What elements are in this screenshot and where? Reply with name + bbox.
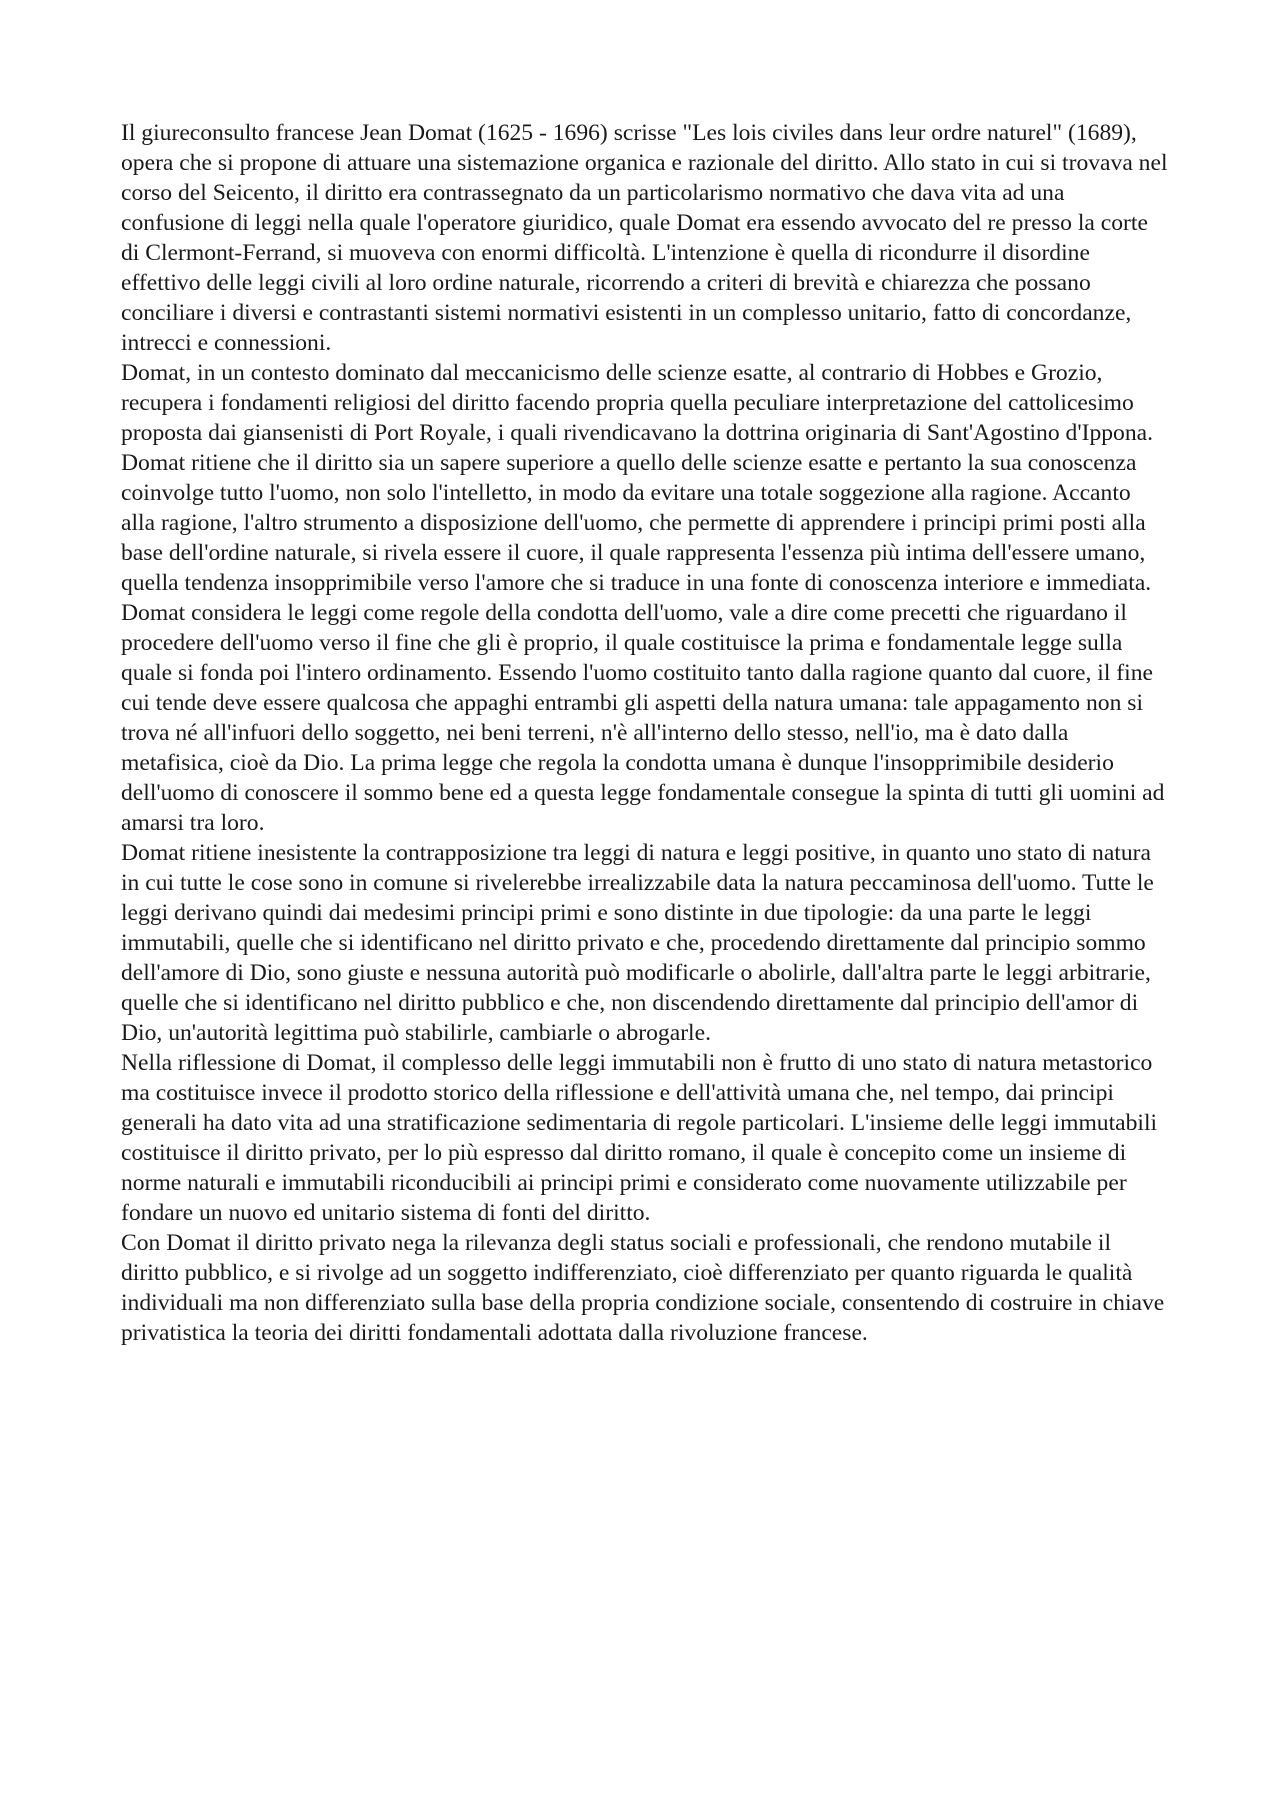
paragraph-3: Domat considera le leggi come regole della condotta dell'uomo, vale a dire come precetti che riguardano il procedere dell'uomo verso il fine che gli è proprio, il quale costituisce la prima e fondamentale legge sulla quale si fonda poi l'intero ordinamento. Essendo l'uomo costituito tanto dalla ragione quanto dal cuore, il fine cui tende deve essere qualcosa che appaghi entrambi gli aspetti della natura umana: tale appagamento non si trova né all'infuori dello soggetto, nei beni terreni, n'è all'interno dello stesso, nell'io, ma è dato dalla metafisica, cioè da Dio. La prima legge che regola la condotta umana è dunque l'insopprimibile desiderio dell'uomo di conoscere il sommo bene ed a questa legge fondamentale consegue la spinta di tutti gli uomini ad amarsi tra loro. xyxy=(121,600,1165,836)
paragraph-2: Domat, in un contesto dominato dal meccanicismo delle scienze esatte, al contrario di Hobbes e Grozio, recupera i fondamenti religiosi del diritto facendo propria quella peculiare interpretazione del cattolicesimo proposta dai giansenisti di Port Royale, i quali rivendicavano la dottrina originaria di Sant'Agostino d'Ippona. Domat ritiene che il diritto sia un sapere superiore a quello delle scienze esatte e pertanto la sua conoscenza coinvolge tutto l'uomo, non solo l'intelletto, in modo da evitare una totale soggezione alla ragione. Accanto alla ragione, l'altro strumento a disposizione dell'uomo, che permette di apprendere i principi primi posti alla base dell'ordine naturale, si rivela essere il cuore, il quale rappresenta l'essenza più intima dell'essere umano, quella tendenza insopprimibile verso l'amore che si traduce in una fonte di conoscenza interiore e immediata. xyxy=(121,360,1154,596)
document-body xyxy=(121,118,1169,1348)
paragraph-1: Il giureconsulto francese Jean Domat (1625 - 1696) scrisse "Les lois civiles dans leur ordre naturel" (1689), opera che si propone di attuare una sistemazione organica e razionale del diritto. Allo stato in cui si trovava nel corso del Seicento, il diritto era contrassegnato da un particolarismo normativo che dava vita ad una confusione di leggi nella quale l'operatore giuridico, quale Domat era essendo avvocato del re presso la corte di Clermont-Ferrand, si muoveva con enormi difficoltà. L'intenzione è quella di ricondurre il disordine effettivo delle leggi civili al loro ordine naturale, ricorrendo a criteri di brevità e chiarezza che possano conciliare i diversi e contrastanti sistemi normativi esistenti in un complesso unitario, fatto di concordanze, intrecci e connessioni. xyxy=(121,120,1168,356)
paragraph-6: Con Domat il diritto privato nega la rilevanza degli status sociali e professionali, che rendono mutabile il diritto pubblico, e si rivolge ad un soggetto indifferenziato, cioè differenziato per quanto riguarda le qualità individuali ma non differenziato sulla base della propria condizione sociale, consentendo di costruire in chiave privatistica la teoria dei diritti fondamentali adottata dalla rivoluzione francese. xyxy=(121,1230,1165,1346)
paragraph-5: Nella riflessione di Domat, il complesso delle leggi immutabili non è frutto di uno stato di natura metastorico ma costituisce invece il prodotto storico della riflessione e dell'attività umana che, nel tempo, dai principi generali ha dato vita ad una stratificazione sedimentaria di regole particolari. L'insieme delle leggi immutabili costituisce il diritto privato, per lo più espresso dal diritto romano, il quale è concepito come un insieme di norme naturali e immutabili riconducibili ai principi primi e considerato come nuovamente utilizzabile per fondare un nuovo ed unitario sistema di fonti del diritto. xyxy=(121,1050,1158,1226)
paragraph-4: Domat ritiene inesistente la contrapposizione tra leggi di natura e leggi positive, in quanto uno stato di natura in cui tutte le cose sono in comune si rivelerebbe irrealizzabile data la natura peccaminosa dell'uomo. Tutte le leggi derivano quindi dai medesimi principi primi e sono distinte in due tipologie: da una parte le leggi immutabili, quelle che si identificano nel diritto privato e che, procedendo direttamente dal principio sommo dell'amore di Dio, sono giuste e nessuna autorità può modificarle o abolirle, dall'altra parte le leggi arbitrarie, quelle che si identificano nel diritto pubblico e che, non discendendo direttamente dal principio dell'amor di Dio, un'autorità legittima può stabilirle, cambiarle o abrogarle. xyxy=(121,840,1154,1046)
